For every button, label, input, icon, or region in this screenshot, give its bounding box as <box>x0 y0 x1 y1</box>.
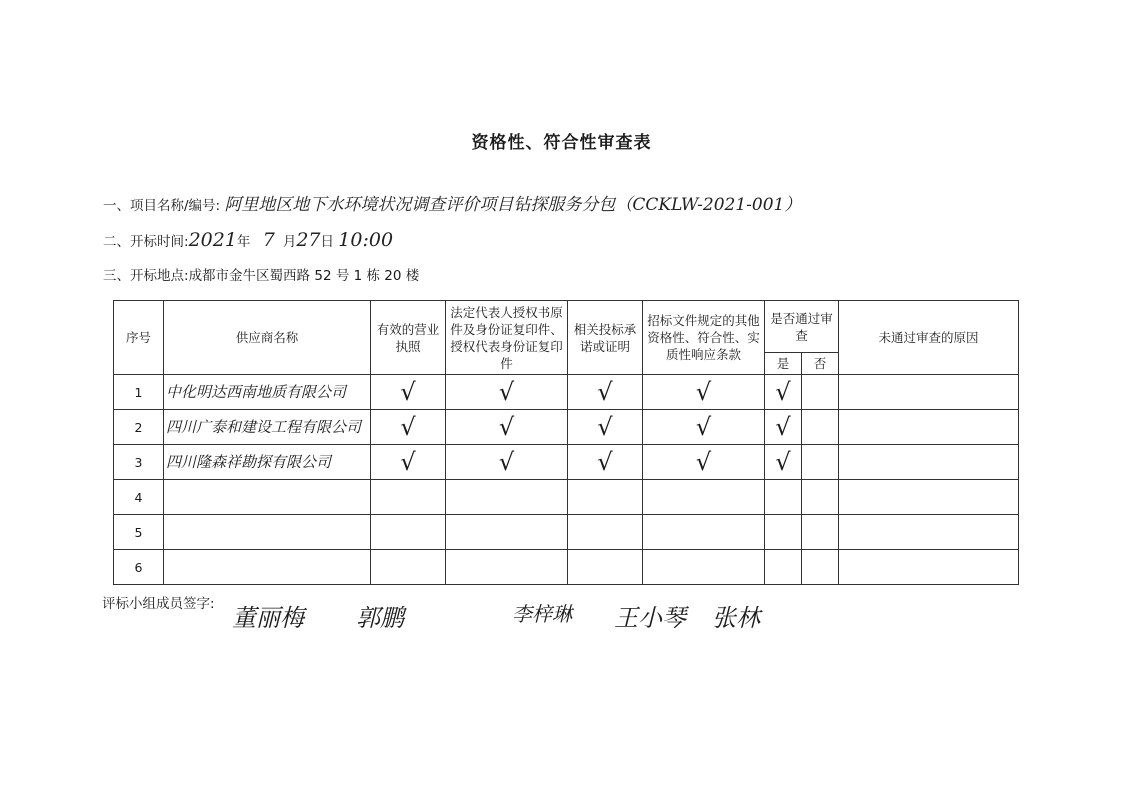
check-mark-icon: √ <box>643 410 765 445</box>
header-yes: 是 <box>765 353 802 375</box>
month-unit: 月 <box>282 234 297 250</box>
reason-cell <box>839 375 1019 410</box>
row-seq: 4 <box>114 480 164 515</box>
check-mark-icon: √ <box>371 410 446 445</box>
check-mark-icon: √ <box>568 445 643 480</box>
supplier-name <box>164 515 371 550</box>
row-seq: 2 <box>114 410 164 445</box>
bid-location-value: 成都市金牛区蜀西路 52 号 1 栋 20 楼 <box>188 268 420 284</box>
header-pass: 是否通过审查 <box>765 301 839 353</box>
check-mark-icon: √ <box>765 375 802 410</box>
bid-month: 7 <box>262 229 275 251</box>
day-unit: 日 <box>320 234 334 250</box>
table-row <box>114 375 1019 410</box>
bid-year: 2021 <box>188 229 237 251</box>
header-legal-docs: 法定代表人授权书原件及身份证复印件、授权代表身份证复印件 <box>446 301 568 375</box>
check-mark-icon: √ <box>371 445 446 480</box>
year-unit: 年 <box>236 234 251 250</box>
header-commitment: 相关投标承诺或证明 <box>568 301 643 375</box>
row-seq: 5 <box>114 515 164 550</box>
supplier-name: 中化明达西南地质有限公司 <box>164 375 371 410</box>
check-mark-icon: √ <box>446 445 568 480</box>
header-row <box>114 301 1019 353</box>
table-row <box>114 410 1019 445</box>
table-row <box>114 515 1019 550</box>
check-mark-icon: √ <box>643 375 765 410</box>
signature: 董丽梅 <box>232 604 304 632</box>
check-mark-icon: √ <box>446 410 568 445</box>
bid-location-label: 三、开标地点: <box>103 268 189 284</box>
signature: 郭鹏 <box>356 604 404 632</box>
table-row <box>114 550 1019 585</box>
signature-label: 评标小组成员签字: <box>102 596 215 612</box>
supplier-name: 四川广泰和建设工程有限公司 <box>164 410 371 445</box>
check-mark-icon: √ <box>643 445 765 480</box>
bid-time-label: 二、开标时间: <box>103 234 189 250</box>
project-name-line <box>103 190 801 215</box>
no-cell <box>802 410 839 445</box>
row-seq: 3 <box>114 445 164 480</box>
check-mark-icon: √ <box>765 445 802 480</box>
no-cell <box>802 375 839 410</box>
header-license: 有效的营业执照 <box>371 301 446 375</box>
signature: 王小琴 <box>614 604 686 632</box>
check-mark-icon: √ <box>765 410 802 445</box>
reason-cell <box>839 445 1019 480</box>
table-row <box>114 445 1019 480</box>
check-mark-icon: √ <box>568 375 643 410</box>
no-cell <box>802 445 839 480</box>
bid-day: 27 <box>296 229 321 251</box>
project-name-value: 阿里地区地下水环境状况调查评价项目钻探服务分包（CCKLW-2021-001） <box>224 195 802 215</box>
signature: 张林 <box>712 604 760 632</box>
header-no: 否 <box>802 353 839 375</box>
table-row <box>114 480 1019 515</box>
bid-clock-time: 10:00 <box>338 229 394 251</box>
bid-time-line <box>103 229 393 251</box>
check-mark-icon: √ <box>568 410 643 445</box>
project-name-label: 一、项目名称/编号: <box>103 198 221 214</box>
supplier-name <box>164 480 371 515</box>
check-mark-icon: √ <box>371 375 446 410</box>
supplier-name: 四川隆森祥勘探有限公司 <box>164 445 371 480</box>
signature: 李梓琳 <box>512 602 572 626</box>
header-seq: 序号 <box>114 301 164 375</box>
check-mark-icon: √ <box>446 375 568 410</box>
row-seq: 6 <box>114 550 164 585</box>
header-reason: 未通过审查的原因 <box>839 301 1019 375</box>
form-title: 资格性、符合性审查表 <box>471 133 652 153</box>
supplier-name <box>164 550 371 585</box>
review-table <box>113 300 1019 585</box>
header-other-terms: 招标文件规定的其他资格性、符合性、实质性响应条款 <box>643 301 765 375</box>
reason-cell <box>839 410 1019 445</box>
header-supplier: 供应商名称 <box>164 301 371 375</box>
bid-location-line <box>103 264 419 284</box>
row-seq: 1 <box>114 375 164 410</box>
